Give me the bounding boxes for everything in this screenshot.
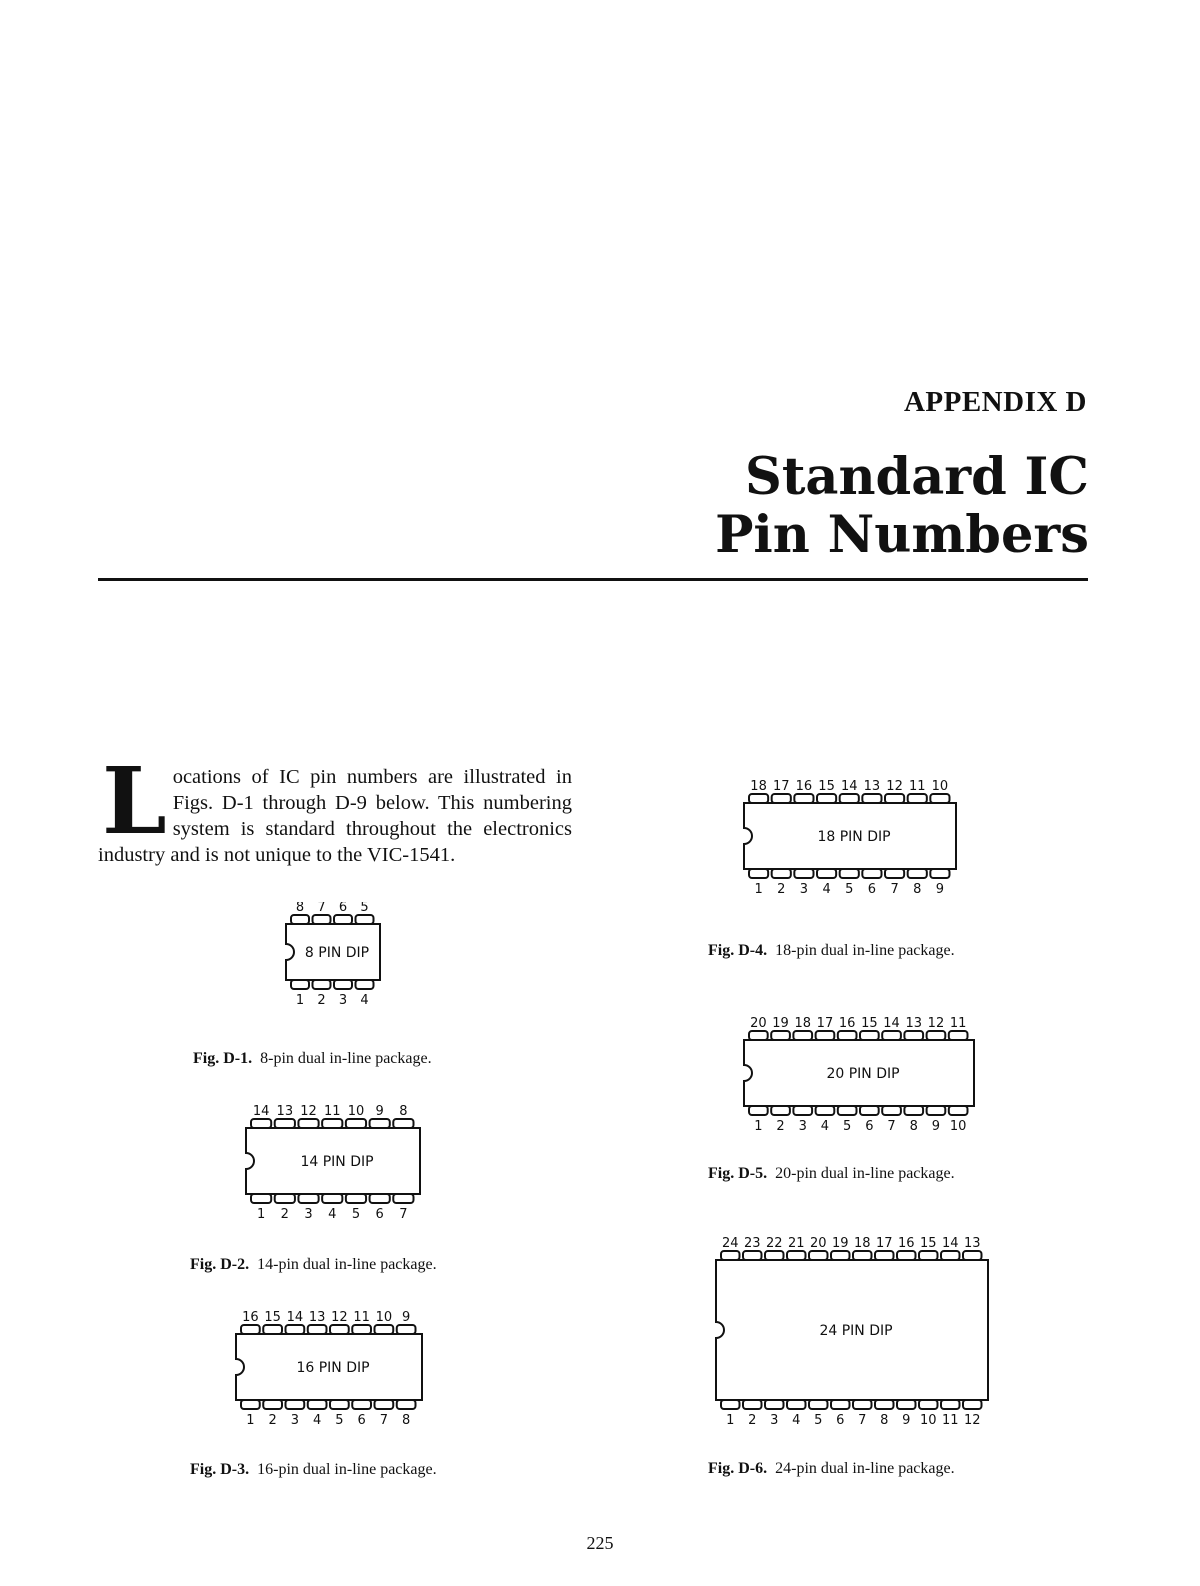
pin-bottom bbox=[949, 1106, 968, 1115]
pin-top bbox=[831, 1251, 850, 1260]
pin-top bbox=[908, 794, 927, 803]
pin-number-top: 12 bbox=[886, 779, 903, 794]
pin-bottom bbox=[346, 1194, 366, 1203]
appendix-label: APPENDIX D bbox=[903, 386, 1087, 418]
pin-number-top: 21 bbox=[787, 1236, 805, 1251]
pin-number-top: 12 bbox=[927, 1016, 945, 1031]
pin-top bbox=[375, 1325, 394, 1334]
pin-number-bottom: 9 bbox=[931, 1119, 941, 1134]
chip-label: 16 PIN DIP bbox=[296, 1360, 370, 1376]
pin-number-top: 24 bbox=[721, 1236, 739, 1251]
chip-label: 14 PIN DIP bbox=[300, 1154, 374, 1170]
pin-bottom bbox=[275, 1194, 295, 1203]
title-rule bbox=[98, 578, 1088, 581]
pin-number-top: 9 bbox=[401, 1310, 411, 1325]
pin-top bbox=[860, 1031, 879, 1040]
pin-number-top: 13 bbox=[963, 1236, 981, 1251]
pin-number-top: 13 bbox=[863, 779, 881, 794]
pin-number-top: 14 bbox=[840, 779, 858, 794]
pin-number-top: 16 bbox=[242, 1310, 259, 1325]
pin-number-bottom: 7 bbox=[379, 1413, 389, 1428]
pin-bottom bbox=[860, 1106, 879, 1115]
pin-number-top: 15 bbox=[919, 1236, 937, 1251]
pin-top bbox=[794, 794, 813, 803]
dip-diagram-d-2 bbox=[230, 1104, 440, 1244]
pin-bottom bbox=[286, 1400, 305, 1409]
figure-d-6 bbox=[700, 1232, 1010, 1447]
caption-text: 18-pin dual in-line package. bbox=[775, 942, 955, 959]
pin-top bbox=[862, 794, 881, 803]
dip-package bbox=[744, 1016, 974, 1134]
pin-number-bottom: 4 bbox=[822, 882, 831, 897]
pin-number-top: 14 bbox=[252, 1104, 270, 1119]
pin-number-bottom: 2 bbox=[317, 993, 326, 1008]
pin-number-bottom: 10 bbox=[949, 1119, 967, 1134]
pin-number-top: 17 bbox=[772, 779, 790, 794]
pin-bottom bbox=[308, 1400, 327, 1409]
figure-d-4 bbox=[728, 777, 978, 917]
pin-number-bottom: 3 bbox=[798, 1119, 807, 1134]
pin-top bbox=[263, 1325, 282, 1334]
pin-top bbox=[787, 1251, 806, 1260]
pin-number-bottom: 2 bbox=[776, 1119, 785, 1134]
pin-top bbox=[885, 794, 904, 803]
caption-label: Fig. D-5. bbox=[708, 1165, 768, 1182]
pin-number-bottom: 9 bbox=[935, 882, 945, 897]
pin-top bbox=[765, 1251, 784, 1260]
pin-top bbox=[298, 1119, 318, 1128]
pin-top bbox=[275, 1119, 295, 1128]
caption-label: Fig. D-4. bbox=[708, 942, 768, 959]
pin-number-top: 10 bbox=[375, 1310, 393, 1325]
pin-bottom bbox=[897, 1400, 916, 1409]
caption-d-2 bbox=[190, 1256, 437, 1274]
figure-d-3 bbox=[220, 1310, 445, 1450]
figure-d-1 bbox=[272, 902, 402, 1032]
drop-cap: L bbox=[102, 747, 167, 855]
pin-number-bottom: 6 bbox=[836, 1413, 845, 1428]
pin-number-top: 6 bbox=[338, 902, 348, 915]
pin-bottom bbox=[330, 1400, 349, 1409]
pin-number-top: 12 bbox=[300, 1104, 317, 1119]
pin-number-bottom: 10 bbox=[919, 1413, 937, 1428]
pin-bottom bbox=[809, 1400, 828, 1409]
pin-number-top: 20 bbox=[809, 1236, 827, 1251]
pin-top bbox=[930, 794, 949, 803]
pin-bottom bbox=[771, 1106, 790, 1115]
dip-diagram-d-4 bbox=[728, 777, 978, 917]
caption-d-1 bbox=[193, 1050, 432, 1068]
pin-number-bottom: 4 bbox=[820, 1119, 830, 1134]
pin-number-top: 14 bbox=[286, 1310, 304, 1325]
caption-text: 14-pin dual in-line package. bbox=[257, 1256, 437, 1273]
pin-bottom bbox=[816, 1106, 835, 1115]
pin-number-bottom: 12 bbox=[963, 1413, 981, 1428]
caption-label: Fig. D-1. bbox=[193, 1050, 253, 1067]
pin-bottom bbox=[370, 1194, 390, 1203]
pin-top bbox=[334, 915, 352, 924]
pin-number-bottom: 1 bbox=[754, 882, 763, 897]
caption-d-5 bbox=[708, 1165, 955, 1183]
pin-number-top: 19 bbox=[831, 1236, 849, 1251]
pin-number-bottom: 3 bbox=[770, 1413, 779, 1428]
pin-top bbox=[949, 1031, 968, 1040]
caption-label: Fig. D-6. bbox=[708, 1460, 768, 1477]
caption-text: 16-pin dual in-line package. bbox=[257, 1461, 437, 1478]
pin-number-bottom: 8 bbox=[913, 882, 922, 897]
pin-bottom bbox=[313, 980, 331, 989]
pin-number-top: 23 bbox=[743, 1236, 761, 1251]
pin-top bbox=[356, 915, 374, 924]
pin-number-bottom: 3 bbox=[290, 1413, 300, 1428]
pin-number-top: 14 bbox=[883, 1016, 900, 1031]
pin-top bbox=[393, 1119, 413, 1128]
pin-number-bottom: 8 bbox=[909, 1119, 918, 1134]
pin-number-top: 18 bbox=[853, 1236, 871, 1251]
pin-number-bottom: 1 bbox=[295, 993, 305, 1008]
dip-package bbox=[236, 1310, 422, 1428]
pin-bottom bbox=[352, 1400, 371, 1409]
pin-number-bottom: 2 bbox=[777, 882, 786, 897]
pin-bottom bbox=[885, 869, 904, 878]
pin-number-top: 13 bbox=[308, 1310, 326, 1325]
caption-d-3 bbox=[190, 1461, 437, 1479]
dip-diagram-d-1 bbox=[272, 902, 402, 1032]
pin-number-top: 13 bbox=[905, 1016, 923, 1031]
pin-number-top: 15 bbox=[264, 1310, 281, 1325]
pin-number-bottom: 5 bbox=[351, 1207, 361, 1222]
pin-number-top: 15 bbox=[861, 1016, 878, 1031]
pin-top bbox=[897, 1251, 916, 1260]
pin-bottom bbox=[919, 1400, 938, 1409]
pin-number-top: 8 bbox=[399, 1104, 408, 1119]
pin-number-bottom: 3 bbox=[304, 1207, 313, 1222]
pin-bottom bbox=[862, 869, 881, 878]
pin-number-bottom: 11 bbox=[941, 1413, 959, 1428]
pin-number-bottom: 1 bbox=[754, 1119, 763, 1134]
pin-number-bottom: 5 bbox=[814, 1413, 823, 1428]
pin-number-bottom: 3 bbox=[338, 993, 348, 1008]
pin-number-top: 11 bbox=[908, 779, 926, 794]
pin-number-top: 18 bbox=[750, 779, 767, 794]
pin-top bbox=[772, 794, 791, 803]
pin-number-top: 18 bbox=[794, 1016, 812, 1031]
pin-number-bottom: 2 bbox=[280, 1207, 289, 1222]
pin-number-top: 17 bbox=[875, 1236, 893, 1251]
pin-top bbox=[370, 1119, 390, 1128]
pin-top bbox=[882, 1031, 901, 1040]
pin-number-bottom: 8 bbox=[880, 1413, 889, 1428]
pin-top bbox=[291, 915, 309, 924]
pin-number-bottom: 6 bbox=[357, 1413, 366, 1428]
pin-top bbox=[793, 1031, 812, 1040]
pin-bottom bbox=[322, 1194, 342, 1203]
caption-d-6 bbox=[708, 1460, 955, 1478]
pin-top bbox=[397, 1325, 416, 1334]
pin-bottom bbox=[772, 869, 791, 878]
intro-paragraph bbox=[98, 747, 572, 868]
caption-label: Fig. D-3. bbox=[190, 1461, 250, 1478]
dip-diagram-d-3 bbox=[220, 1310, 445, 1450]
pin-number-top: 11 bbox=[353, 1310, 370, 1325]
pin-bottom bbox=[787, 1400, 806, 1409]
pin-top bbox=[941, 1251, 960, 1260]
pin-top bbox=[853, 1251, 872, 1260]
pin-bottom bbox=[393, 1194, 413, 1203]
pin-bottom bbox=[291, 980, 309, 989]
pin-top bbox=[919, 1251, 938, 1260]
page-number: 225 bbox=[586, 1533, 614, 1553]
pin-number-bottom: 6 bbox=[867, 882, 877, 897]
pin-bottom bbox=[749, 869, 768, 878]
pin-bottom bbox=[908, 869, 927, 878]
pin-number-top: 7 bbox=[317, 902, 326, 915]
caption-d-4 bbox=[708, 942, 955, 960]
pin-bottom bbox=[794, 869, 813, 878]
pin-top bbox=[771, 1031, 790, 1040]
pin-number-bottom: 9 bbox=[902, 1413, 911, 1428]
pin-number-bottom: 5 bbox=[845, 882, 854, 897]
pin-number-top: 15 bbox=[818, 779, 835, 794]
pin-top bbox=[875, 1251, 894, 1260]
page-title bbox=[715, 448, 1089, 564]
pin-bottom bbox=[765, 1400, 784, 1409]
dip-diagram-d-5 bbox=[728, 1014, 993, 1154]
pin-bottom bbox=[793, 1106, 812, 1115]
pin-bottom bbox=[904, 1106, 923, 1115]
pin-bottom bbox=[251, 1194, 271, 1203]
pin-top bbox=[286, 1325, 305, 1334]
pin-bottom bbox=[375, 1400, 394, 1409]
pin-bottom bbox=[963, 1400, 982, 1409]
figure-d-2 bbox=[230, 1104, 440, 1244]
pin-bottom bbox=[875, 1400, 894, 1409]
pin-top bbox=[904, 1031, 923, 1040]
title-line-2: Pin Numbers bbox=[715, 505, 1089, 565]
pin-bottom bbox=[882, 1106, 901, 1115]
pin-number-bottom: 7 bbox=[399, 1207, 408, 1222]
pin-top bbox=[809, 1251, 828, 1260]
pin-top bbox=[840, 794, 859, 803]
caption-text: 20-pin dual in-line package. bbox=[775, 1165, 955, 1182]
pin-top bbox=[308, 1325, 327, 1334]
pin-number-bottom: 4 bbox=[328, 1207, 337, 1222]
pin-bottom bbox=[941, 1400, 960, 1409]
pin-top bbox=[251, 1119, 271, 1128]
pin-number-top: 16 bbox=[795, 779, 813, 794]
pin-bottom bbox=[721, 1400, 740, 1409]
pin-bottom bbox=[743, 1400, 762, 1409]
title-line-1: Standard IC bbox=[745, 447, 1089, 507]
pin-top bbox=[817, 794, 836, 803]
pin-top bbox=[330, 1325, 349, 1334]
dip-package bbox=[716, 1236, 988, 1428]
pin-number-bottom: 3 bbox=[799, 882, 809, 897]
pin-number-bottom: 2 bbox=[748, 1413, 757, 1428]
pin-number-top: 19 bbox=[772, 1016, 789, 1031]
pin-number-bottom: 8 bbox=[401, 1413, 411, 1428]
pin-number-bottom: 5 bbox=[843, 1119, 852, 1134]
pin-number-bottom: 6 bbox=[375, 1207, 384, 1222]
pin-bottom bbox=[840, 869, 859, 878]
pin-number-top: 10 bbox=[931, 779, 949, 794]
chip-label: 20 PIN DIP bbox=[826, 1066, 900, 1082]
pin-bottom bbox=[853, 1400, 872, 1409]
dip-diagram-d-6 bbox=[700, 1232, 1010, 1447]
pin-bottom bbox=[334, 980, 352, 989]
pin-number-bottom: 5 bbox=[335, 1413, 344, 1428]
intro-text: ocations of IC pin numbers are illustrated in Figs. D-1 through D-9 below. This numbering system is standard throughout the electronics industry and is not unique to the VIC-1541. bbox=[98, 766, 572, 866]
pin-number-bottom: 1 bbox=[256, 1207, 266, 1222]
pin-top bbox=[313, 915, 331, 924]
pin-bottom bbox=[397, 1400, 416, 1409]
pin-number-bottom: 1 bbox=[726, 1413, 735, 1428]
pin-number-top: 8 bbox=[295, 902, 305, 915]
pin-number-top: 14 bbox=[941, 1236, 959, 1251]
pin-number-bottom: 7 bbox=[858, 1413, 867, 1428]
pin-number-top: 11 bbox=[323, 1104, 341, 1119]
caption-text: 8-pin dual in-line package. bbox=[260, 1050, 432, 1067]
pin-bottom bbox=[749, 1106, 768, 1115]
chip-label: 18 PIN DIP bbox=[817, 829, 891, 845]
pin-bottom bbox=[930, 869, 949, 878]
pin-number-bottom: 6 bbox=[865, 1119, 874, 1134]
pin-number-top: 22 bbox=[765, 1236, 783, 1251]
pin-number-bottom: 7 bbox=[887, 1119, 896, 1134]
pin-top bbox=[241, 1325, 260, 1334]
dip-package bbox=[286, 902, 380, 1008]
pin-number-top: 12 bbox=[331, 1310, 348, 1325]
pin-number-top: 13 bbox=[276, 1104, 294, 1119]
dip-package bbox=[246, 1104, 420, 1222]
pin-bottom bbox=[263, 1400, 282, 1409]
caption-label: Fig. D-2. bbox=[190, 1256, 250, 1273]
pin-top bbox=[749, 1031, 768, 1040]
pin-number-top: 9 bbox=[375, 1104, 384, 1119]
figure-d-5 bbox=[728, 1014, 993, 1154]
pin-top bbox=[743, 1251, 762, 1260]
pin-number-bottom: 4 bbox=[360, 993, 369, 1008]
caption-text: 24-pin dual in-line package. bbox=[775, 1460, 955, 1477]
pin-top bbox=[927, 1031, 946, 1040]
pin-top bbox=[963, 1251, 982, 1260]
pin-number-bottom: 4 bbox=[792, 1413, 801, 1428]
pin-number-top: 20 bbox=[750, 1016, 767, 1031]
pin-bottom bbox=[298, 1194, 318, 1203]
pin-bottom bbox=[356, 980, 374, 989]
pin-top bbox=[816, 1031, 835, 1040]
pin-bottom bbox=[817, 869, 836, 878]
pin-bottom bbox=[927, 1106, 946, 1115]
pin-top bbox=[838, 1031, 857, 1040]
pin-top bbox=[322, 1119, 342, 1128]
pin-number-bottom: 1 bbox=[246, 1413, 255, 1428]
dip-package bbox=[744, 779, 956, 897]
pin-number-top: 16 bbox=[897, 1236, 915, 1251]
chip-label: 8 PIN DIP bbox=[304, 945, 370, 961]
chip-label: 24 PIN DIP bbox=[819, 1323, 893, 1339]
pin-top bbox=[749, 794, 768, 803]
pin-bottom bbox=[838, 1106, 857, 1115]
pin-number-top: 5 bbox=[360, 902, 369, 915]
pin-bottom bbox=[241, 1400, 260, 1409]
pin-number-bottom: 4 bbox=[312, 1413, 322, 1428]
pin-number-top: 16 bbox=[838, 1016, 856, 1031]
pin-top bbox=[352, 1325, 371, 1334]
pin-number-top: 10 bbox=[347, 1104, 365, 1119]
pin-top bbox=[346, 1119, 366, 1128]
pin-bottom bbox=[831, 1400, 850, 1409]
pin-number-bottom: 2 bbox=[268, 1413, 277, 1428]
pin-number-top: 11 bbox=[949, 1016, 967, 1031]
pin-number-top: 17 bbox=[816, 1016, 834, 1031]
pin-top bbox=[721, 1251, 740, 1260]
pin-number-bottom: 7 bbox=[890, 882, 899, 897]
